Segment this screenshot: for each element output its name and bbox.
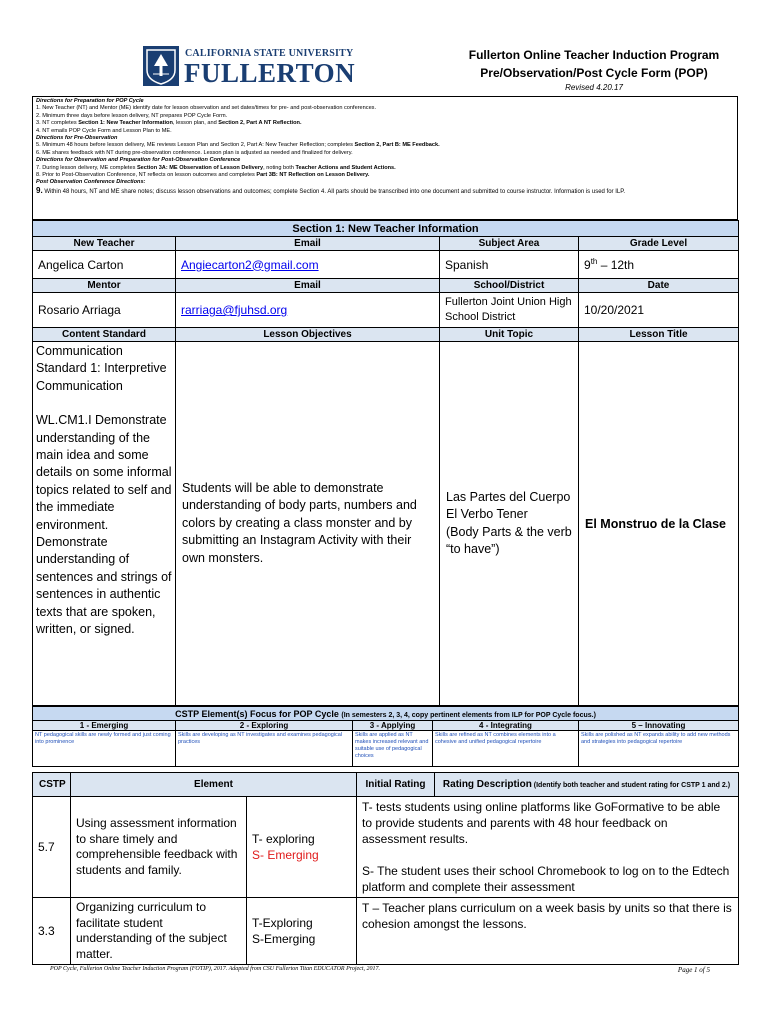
cstp-number: 3.3 — [33, 898, 71, 965]
section1-title: Section 1: New Teacher Information — [33, 221, 739, 237]
col-header-email-2: Email — [176, 279, 440, 293]
grade-level: 9th – 12th — [579, 251, 739, 279]
directions-item-1: 1. New Teacher (NT) and Mentor (ME) identify date for lesson observation and set dates/times for pre- and post-observation conferences. — [36, 105, 377, 112]
directions-item-7: 7. During lesson delivery, ME completes Section 3A: ME Observation of Lesson Delivery, noting both Teacher Actions and Student Actions. — [36, 164, 396, 171]
rating-description-teacher: T- tests students using online platforms like GoFormative to be able to provide students and parents with 48 hour feedback on assessment results. — [362, 800, 721, 846]
content-standard-cell — [33, 342, 176, 706]
level-desc-4: Skills are refined as NT combines elements into a cohesive and unified pedagogical repertoire — [433, 731, 579, 767]
cstp-rating-description — [357, 898, 739, 965]
directions-item-4: 4. NT emails POP Cycle Form and Lesson Plan to ME. — [36, 127, 172, 134]
university-name-main: FULLERTON — [184, 58, 356, 88]
cstp-initial-rating — [247, 898, 357, 965]
col-header-grade: Grade Level — [579, 237, 739, 251]
section1-table — [32, 220, 739, 706]
university-name-top: CALIFORNIA STATE UNIVERSITY — [185, 48, 354, 59]
level-desc-3: Skills are applied as NT makes increased relevant and suitable use of pedagogical choices — [353, 731, 433, 767]
university-logo — [143, 46, 363, 92]
form-title: Pre/Observation/Post Cycle Form (POP) — [480, 66, 708, 80]
col-header-rating-description: Rating Description (Identify both teacher and student rating for CSTP 1 and 2.) — [435, 773, 739, 797]
cstp-row — [33, 797, 739, 898]
col-header-cstp: CSTP — [33, 773, 71, 797]
observation-date: 10/20/2021 — [579, 293, 739, 328]
col-header-email: Email — [176, 237, 440, 251]
footer-citation: POP Cycle, Fullerton Online Teacher Induction Program (FOTIP), 2017. Adapted from CSU Fullerton Titan EDUCATOR Project, 2017. — [50, 966, 381, 972]
lesson-title: El Monstruo de la Clase — [579, 342, 739, 706]
revised-date: Revised 4.20.17 — [565, 83, 623, 92]
level-label-5: 5 – Innovating — [579, 721, 739, 731]
col-header-lesson-title: Lesson Title — [579, 328, 739, 342]
level-label-1: 1 - Emerging — [33, 721, 176, 731]
program-title: Fullerton Online Teacher Induction Program — [468, 48, 720, 62]
col-header-subject: Subject Area — [440, 237, 579, 251]
page-number: Page 1 of 5 — [677, 966, 710, 974]
col-header-objectives: Lesson Objectives — [176, 328, 440, 342]
rating-description-teacher: T – Teacher plans curriculum on a week basis by units so that there is cohesion amongst the lessons. — [362, 901, 732, 931]
directions-item-6: 6. ME shares feedback with NT during pre-observation conference. Lesson plan is adjusted as needed and finalized for delivery. — [36, 149, 353, 156]
directions-obs-heading: Directions for Observation and Preparation for Post-Observation Conference — [36, 157, 241, 164]
cstp-row — [33, 898, 739, 965]
directions-item-9: 9. Within 48 hours, NT and ME share notes; discuss lesson observations and outcomes; complete Section 4. All parts should be transcribed into one document and submitted to course instructor. Information is used for ILP. — [36, 185, 626, 195]
directions-prep-heading: Directions for Preparation for POP Cycle — [36, 98, 144, 104]
rating-description-student: S- The student uses their school Chromebook to log on to the Edtech platform and complete their assessment — [362, 864, 730, 894]
directions-item-5: 5. Minimum 48 hours before lesson delivery, ME reviews Lesson Plan and Section 2, Part A: New Teacher Reflection; completes Section 2, Part B: ME Feedback. — [36, 142, 440, 149]
cstp-element: Organizing curriculum to facilitate student understanding of the subject matter. — [71, 898, 247, 965]
teacher-email-link[interactable]: Angiecarton2@gmail.com — [181, 257, 319, 272]
directions-post-heading: Post Observation Conference Directions: — [36, 179, 146, 186]
cstp-rating-description — [357, 797, 739, 898]
subject-area: Spanish — [440, 251, 579, 279]
school-district: Fullerton Joint Union High School District — [440, 293, 579, 328]
level-desc-2: Skills are developing as NT investigates and examines pedagogical practices — [176, 731, 353, 767]
student-rating: S-Emerging — [252, 932, 316, 946]
program-title-block — [450, 48, 738, 92]
col-header-element: Element — [71, 773, 357, 797]
cstp-initial-rating — [247, 797, 357, 898]
content-standard-text: WL.CM1.I Demonstrate understanding of the main idea and some details on some informal topics related to self and the immediate environment. Demonstrate understanding of sentences and strings of sentences in authentic texts that are spoken, written, or signed. — [36, 413, 172, 637]
university-seal-icon — [143, 46, 179, 86]
teacher-rating: T- exploring — [252, 832, 315, 846]
level-label-4: 4 - Integrating — [433, 721, 579, 731]
col-header-initial-rating: Initial Rating — [357, 773, 435, 797]
teacher-name: Angelica Carton — [33, 251, 176, 279]
directions-item-2: 2. Minimum three days before lesson delivery, NT prepares POP Cycle Form. — [36, 112, 228, 119]
col-header-unit-topic: Unit Topic — [440, 328, 579, 342]
mentor-email-link[interactable]: rarriaga@fjuhsd.org — [181, 303, 288, 317]
level-desc-1: NT pedagogical skills are newly formed and just coming into prominence — [33, 731, 176, 767]
col-header-new-teacher: New Teacher — [33, 237, 176, 251]
col-header-content-standard: Content Standard — [33, 328, 176, 342]
directions-box — [32, 96, 738, 220]
unit-topic-cell — [440, 342, 579, 706]
unit-topic-line-1: Las Partes del Cuerpo — [446, 489, 571, 504]
level-label-2: 2 - Exploring — [176, 721, 353, 731]
lesson-objectives: Students will be able to demonstrate understanding of body parts, numbers and colors by creating a class monster and by submitting an Instagram Activity with their own monsters. — [176, 342, 440, 706]
student-rating: S- Emerging — [252, 848, 319, 862]
level-label-3: 3 - Applying — [353, 721, 433, 731]
mentor-name: Rosario Arriaga — [33, 293, 176, 328]
page-footer — [50, 966, 710, 972]
directions-item-8: 8. Prior to Post-Observation Conference, NT reflects on lesson outcomes and completes Part 3B: NT Reflection on Lesson Delivery. — [36, 172, 370, 179]
directions-item-3: 3. NT completes Section 1: New Teacher Information, lesson plan, and Section 2, Part A NT Reflection. — [36, 120, 302, 127]
unit-topic-line-3: (Body Parts & the verb “to have”) — [446, 524, 572, 556]
level-desc-5: Skills are polished as NT expands ability to add new methods and strategies into pedagogical repertoire — [579, 731, 739, 767]
cstp-levels-table — [32, 706, 739, 767]
col-header-school: School/District — [440, 279, 579, 293]
col-header-date: Date — [579, 279, 739, 293]
cstp-elements-table — [32, 772, 739, 965]
teacher-rating: T-Exploring — [252, 916, 313, 930]
unit-topic-line-2: El Verbo Tener — [446, 507, 528, 522]
content-standard-heading: Communication Standard 1: Interpretive Communication — [36, 344, 167, 393]
cstp-number: 5.7 — [33, 797, 71, 898]
directions-pre-heading: Directions for Pre-Observation — [36, 135, 118, 142]
teacher-email-cell — [176, 251, 440, 279]
document-header — [30, 38, 738, 94]
cstp-focus-title: CSTP Element(s) Focus for POP Cycle (In semesters 2, 3, 4, copy pertinent elements from ILP for POP Cycle focus.) — [33, 707, 739, 721]
cstp-element: Using assessment information to share timely and comprehensible feedback with students and family. — [71, 797, 247, 898]
col-header-mentor: Mentor — [33, 279, 176, 293]
mentor-email-cell — [176, 293, 440, 328]
